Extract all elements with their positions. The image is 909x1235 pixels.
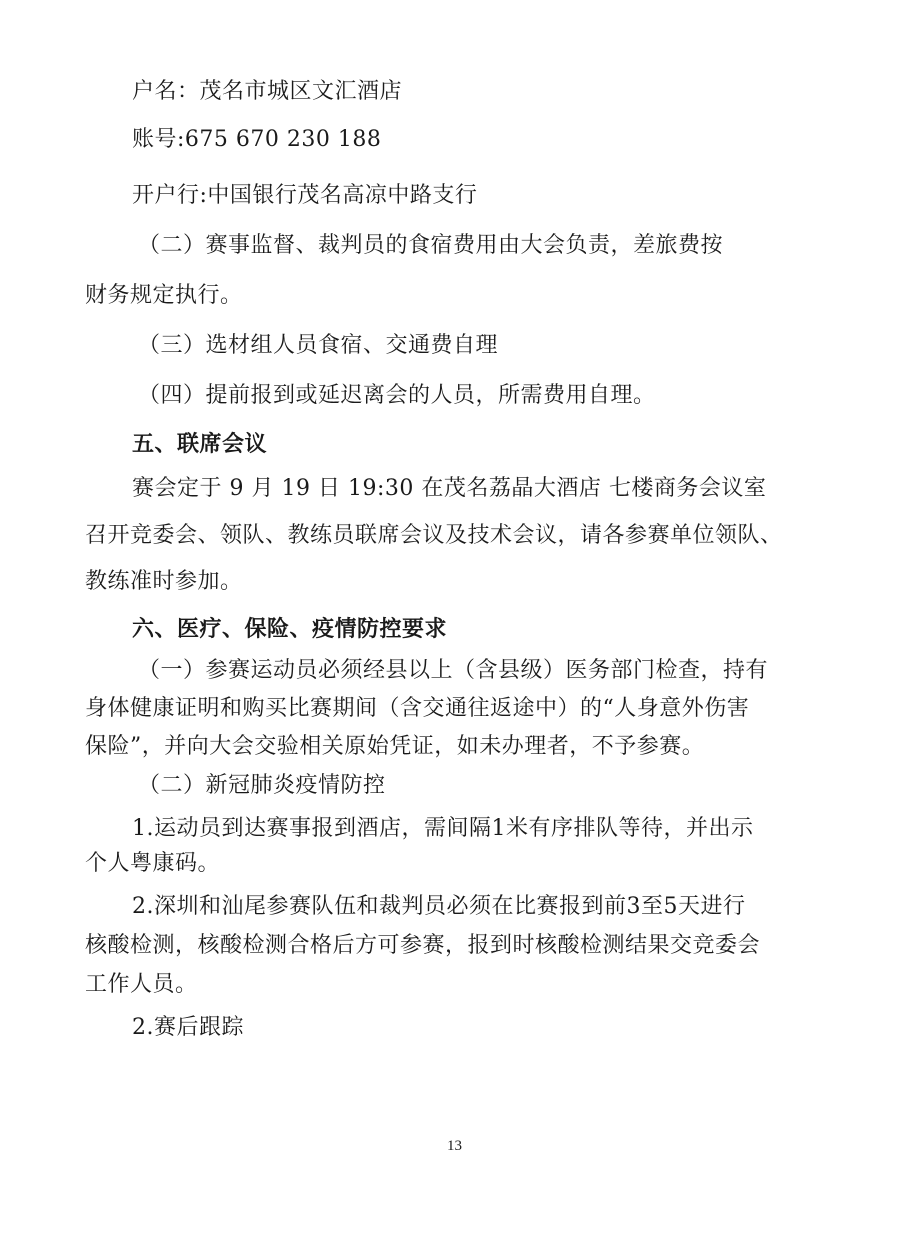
section-5-line-3: 教练准时参加。 (85, 569, 243, 594)
section-6-item-2-title: （二）新冠肺炎疫情防控 (138, 773, 386, 798)
page-number: 13 (447, 1138, 462, 1154)
covid-point-2-line-3: 工作人员。 (85, 972, 198, 997)
paragraph-2-line-2: 财务规定执行。 (85, 283, 243, 308)
account-number-line: 账号:675 670 230 188 (132, 127, 382, 152)
covid-point-2-line-2: 核酸检测，核酸检测合格后方可参赛，报到时核酸检测结果交竞委会 (85, 933, 761, 958)
section-6-item-1-line-2: 身体健康证明和购买比赛期间（含交通往返途中）的“人身意外伤害 (85, 696, 750, 721)
account-name-line: 户名：茂名市城区文汇酒店 (132, 79, 403, 104)
section-5-line-2: 召开竞委会、领队、教练员联席会议及技术会议，请各参赛单位领队、 (85, 523, 783, 548)
section-6-heading: 六、医疗、保险、疫情防控要求 (132, 617, 448, 642)
covid-point-3-line: 2.赛后跟踪 (132, 1015, 244, 1040)
covid-point-2-line-1: 2.深圳和汕尾参赛队伍和裁判员必须在比赛报到前3至5天进行 (132, 894, 746, 919)
section-5-line-1: 赛会定于 9 月 19 日 19:30 在茂名荔晶大酒店 七楼商务会议室 (132, 476, 767, 501)
section-6-item-1-line-3: 保险”，并向大会交验相关原始凭证，如未办理者，不予参赛。 (85, 734, 705, 759)
paragraph-2-line-1: （二）赛事监督、裁判员的食宿费用由大会负责，差旅费按 (138, 233, 724, 258)
section-5-heading: 五、联席会议 (132, 432, 268, 457)
paragraph-3-line: （三）选材组人员食宿、交通费自理 (138, 333, 499, 358)
bank-line: 开户行:中国银行茂名高凉中路支行 (132, 183, 478, 208)
covid-point-1-line-2: 个人粤康码。 (85, 851, 221, 876)
section-6-item-1-line-1: （一）参赛运动员必须经县以上（含县级）医务部门检查，持有 (138, 658, 769, 683)
paragraph-4-line: （四）提前报到或延迟离会的人员，所需费用自理。 (138, 383, 656, 408)
covid-point-1-line-1: 1.运动员到达赛事报到酒店，需间隔1米有序排队等待，并出示 (132, 816, 754, 841)
